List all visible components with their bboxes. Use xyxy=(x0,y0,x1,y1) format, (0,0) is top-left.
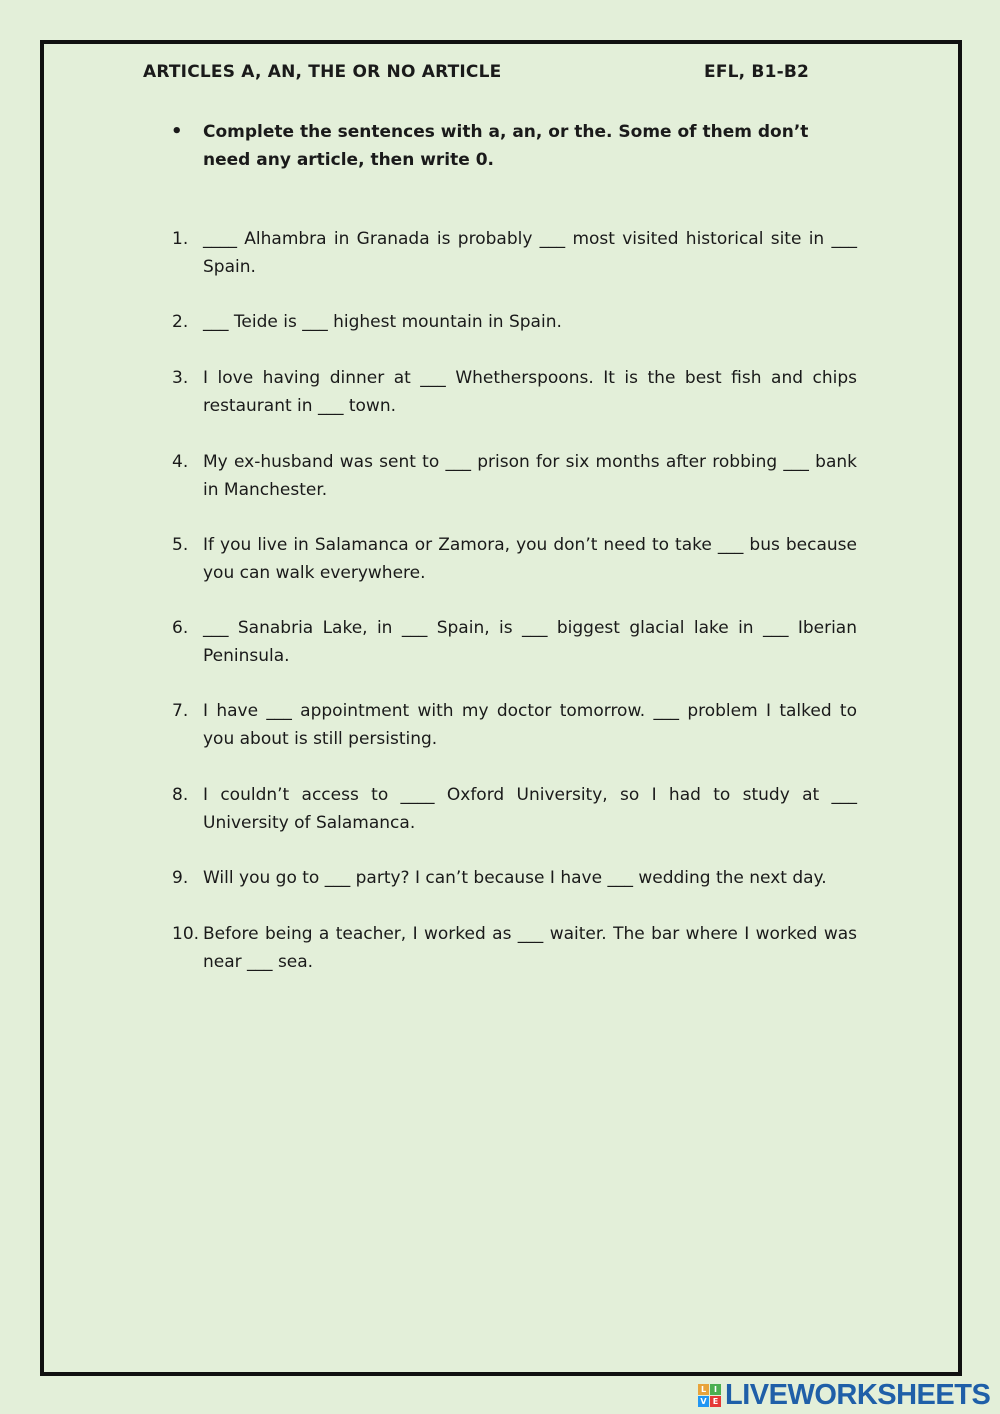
logo-letter: L xyxy=(698,1384,709,1395)
item-text: ____ Alhambra in Granada is probably ___ most visited historical site in ___ Spain. xyxy=(203,229,857,277)
item-number: 4. xyxy=(172,452,189,472)
item-number: 10. xyxy=(172,924,200,944)
item-text: Before being a teacher, I worked as ___ waiter. The bar where I worked was near ___ sea. xyxy=(203,924,857,972)
exercise-item-5 xyxy=(172,531,857,587)
instructions-text: Complete the sentences with a, an, or the. Some of them don’t need any article, then write 0. xyxy=(203,122,809,170)
exercise-item-8 xyxy=(172,781,857,837)
item-number: 2. xyxy=(172,312,189,332)
bullet-icon: • xyxy=(171,121,183,142)
item-text: I have ___ appointment with my doctor tomorrow. ___ problem I talked to you about is still persisting. xyxy=(203,701,857,749)
logo-letter: E xyxy=(710,1396,721,1407)
exercise-item-9 xyxy=(172,864,857,892)
item-text: I couldn’t access to ____ Oxford University, so I had to study at ___ University of Salamanca. xyxy=(203,785,857,833)
level-label: EFL, B1-B2 xyxy=(704,62,810,82)
item-number: 3. xyxy=(172,368,189,388)
brand-text: LIVEWORKSHEETS xyxy=(725,1378,991,1411)
exercise-item-10 xyxy=(172,920,857,976)
item-text: ___ Teide is ___ highest mountain in Spain. xyxy=(203,312,562,332)
exercise-item-2 xyxy=(172,308,857,336)
worksheet-title: ARTICLES A, AN, THE OR NO ARTICLE xyxy=(143,62,502,82)
exercise-item-7 xyxy=(172,697,857,753)
item-number: 8. xyxy=(172,785,189,805)
exercise-item-1 xyxy=(172,225,857,281)
instructions xyxy=(171,118,853,174)
exercise-item-3 xyxy=(172,364,857,420)
item-text: My ex-husband was sent to ___ prison for six months after robbing ___ bank in Manchester. xyxy=(203,452,857,500)
logo-letter: I xyxy=(710,1384,721,1395)
item-text: Will you go to ___ party? I can’t because I have ___ wedding the next day. xyxy=(203,868,827,888)
item-number: 5. xyxy=(172,535,189,555)
exercise-item-6 xyxy=(172,614,857,670)
logo-grid-icon xyxy=(698,1384,721,1407)
item-text: If you live in Salamanca or Zamora, you don’t need to take ___ bus because you can walk everywhere. xyxy=(203,535,857,583)
item-text: I love having dinner at ___ Whetherspoons. It is the best fish and chips restaurant in ___ town. xyxy=(203,368,857,416)
item-number: 9. xyxy=(172,868,189,888)
item-number: 1. xyxy=(172,229,189,249)
item-number: 7. xyxy=(172,701,189,721)
item-text: ___ Sanabria Lake, in ___ Spain, is ___ biggest glacial lake in ___ Iberian Peninsula. xyxy=(203,618,857,666)
item-number: 6. xyxy=(172,618,189,638)
liveworksheets-logo[interactable] xyxy=(698,1378,990,1412)
exercise-item-4 xyxy=(172,448,857,504)
logo-letter: V xyxy=(698,1396,709,1407)
